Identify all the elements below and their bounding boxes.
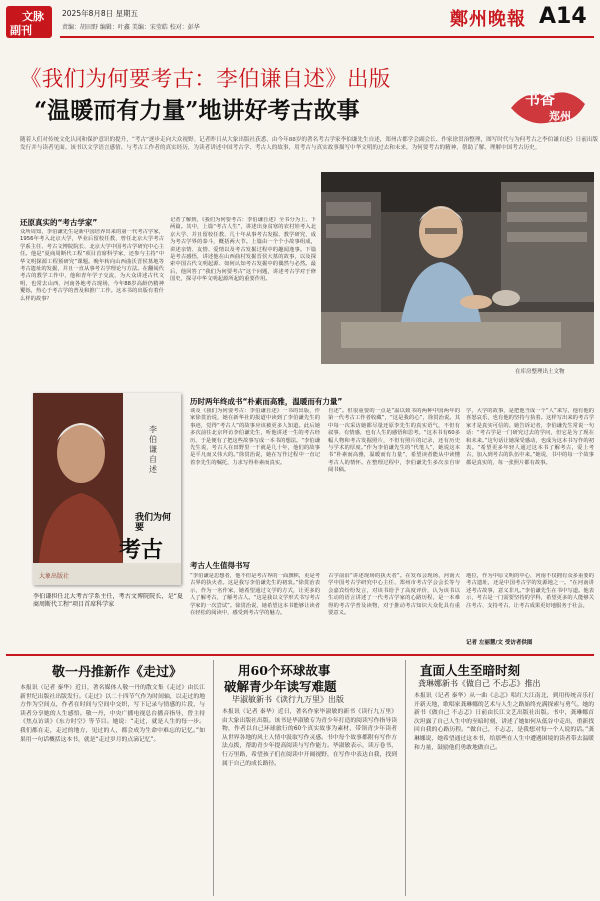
- section2-col2: 自述”。但很重要的一点是“温以致书的两种中国两年的第一代考古工作者收藏”，“这是我的心”，徐贯治说。其中每一次采访她都尽量还原李先生的真实语气，不但有叙事、有情感，也有人生的感悟和思考。“这本书有60多幅人物和考古发掘照片，不但有照片的记录，还有历史与学术的厚度。”作为李伯谦先生的“代笔人”，她说这本书“朴素而高雅，温暖而有力量”，希望读者能从中读懂考古人的情怀。在整理过程中，李伯谦先生多次亲自审阅书稿。: [328, 408, 460, 474]
- main-title: 《我们为何要考古：李伯谦自述》出版: [20, 67, 391, 92]
- stamp-top: 书香: [525, 90, 556, 108]
- bottom1-title: 敬一丹推新作《走过》: [52, 665, 183, 680]
- paper-name: 鄭州晚報: [450, 9, 526, 30]
- bottom2-body: 本报讯（记者 秦华）近日，著名作家毕淑敏的新书《读行九万里》由大象出版社出版。该书是毕淑敏专为青少年打造的阅读写作指导读物，作者以自己环球旅行的60个真实故事为素材，带领青少年读者从世界各地的风土人情中汲取写作灵感。书中每个故事都附有写作方法点拨，帮助青少年提高阅读与写作能力。毕淑敏表示，读万卷书，行万里路，希望孩子们在阅读中开阔视野，在写作中表达自我，找到属于自己的成长路径。: [222, 709, 397, 767]
- bottom3-body: 本报讯（记者 秦华）从一曲《忐忑》唱红大江南北，到用传统音乐打开新天地，歌唱家龚琳娜的艺术与人生之路始终充满探索与勇气。她的新书《做自己 不忐忑》日前由长江文艺出版社出版。书中，龚琳娜首次坦露了自己人生中的至暗时刻，讲述了她如何从低谷中走出，重新找回自我的心路历程。“做自己，不忐忑，是我想对每一个人说的话。”龚琳娜说，她希望通过这本书，给那些在人生中遭遇困境的读者带去温暖和力量，鼓励他们勇敢地做自己。: [414, 693, 594, 751]
- section1-heading: 还原真实的“考古学家”: [20, 218, 98, 227]
- bottom2-subtitle: 破解青少年读写难题: [224, 679, 337, 694]
- section1-col1: 众所周知，李伯谦先生是新中国培养出来的第一代考古学家，1956年考入北京大学，毕业后留校任教，曾任北京大学考古学系主任、考古文博院院长、北京大学中国考古学研究中心主任。他是“夏商周断代工程”项目首席科学家，还参与主持“中华文明探源工程预研究”课题。晚年转向山西曲沃晋侯墓地等考古遗址的发掘，并且一直从事考古学理论与方法。在翻阅代考古的教学工作中，他和青年学子交流，为大众讲述古代文明，也常去山西、河南各地考古现场，今年88岁高龄仍精神矍铄，热心于考古学的普及和推广工作。这本书的出版有着什么样的故事？: [20, 229, 164, 302]
- section3-col1: “李伯谦是思想者，他不但是考古界的一面旗帜，更是考古界的执火者。这是我写李伯谦先生的初衷。”徐贯治表示，作为一名作家，她希望通过文学的方式，让更多的人了解考古，了解考古人。“这是我以文学形式书写考古学家的一次尝试”。徐贯治说，她希望这本书能够让读者在轻松的阅读中，感受到考古学的魅力。: [190, 573, 320, 617]
- shuxiang-stamp: [505, 82, 591, 130]
- bottom-divider-1: [213, 660, 214, 896]
- section3-heading: 考古人生值得书写: [190, 561, 250, 570]
- main-subtitle: “温暖而有力量”地讲好考古故事: [34, 97, 360, 124]
- page-number: A14: [539, 4, 587, 29]
- bottom3-subtitle: 龚琳娜新书《做自己 不忐忑》推出: [418, 679, 541, 688]
- bottom1-body: 本报讯（记者 秦华）近日，著名媒体人敬一丹的散文集《走过》由长江新世纪出版社出版发行。《走过》以二十四节气作为时间轴，以走过的地方作为空间点，作者在时间与空间中交织，写下记录与情感的片段，与读者分享她的人生感悟。敬一丹，中央广播电视总台播音指导，曾主持《焦点访谈》《东方时空》等节目。她说：“走过，就是人生的每一步。我们都在走，走过的地方，见过的人，都会成为生命中难忘的记忆。”如果用一句话概括这本书，就是“走过岁月的点滴记忆”。: [20, 685, 205, 743]
- book-cover: [33, 393, 181, 585]
- section1-col2: 记者了解到，《我们为何要考古：李伯谦自述》全书分为上、下两篇。其中，上篇“考古人生”，讲述出身贫寒的农村娃考入北京大学、并且留校任教、几十年从事考古发掘、教学研究、成为考古学界的泰斗，概括两大节。上篇由一个个小故事组成，讲述亲情、友情、爱情以及考古发掘过程中的趣闻逸事。下篇是考古感悟，讲述他在山西曲村发掘晋侯大墓的故事，以及探索中国古代文明起源、如何认知考古发掘中的偶然与必然。最后，他回答了“我们为何要考古”这个问题，讲述考古学对于修国史，探寻中华文明起源所起的重要作用。: [170, 217, 316, 283]
- bottom2-title: 用60个环球故事: [238, 663, 331, 678]
- header-rule: [60, 36, 594, 38]
- section2-col3: 学，大学的故事，是把他当成一个“人”来写，他有他的喜怒哀乐，也有他的坚持与执着。这样写出来的考古学家才是真实可信的。她告诉记者，李伯谦先生常说一句话：“考古学是一门研究过去的学问，但它是为了现在和未来。”这句话让她深受感动，也成为这本书写作的初衷。“希望更多年轻人通过这本书了解考古，爱上考古，加入到考古的队伍中来。”她说，书中的每一个故事都是真实的，每一张照片都有故事。: [466, 408, 594, 466]
- bottom-divider-2: [405, 660, 406, 896]
- section3-col3: 地位，作为中原文明的中心，河南不仅拥有众多重要的考古遗址，还是中国考古学的发源地之一。“在河南讲述考古故事，意义非凡。”李伯谦先生在书中写道。他表示，考古是一门需要坚持的学科，希望更多的人能够关注考古、支持考古，让考古成果更好地服务于社会。: [466, 573, 594, 609]
- badge-line1: 文脉: [22, 10, 44, 23]
- cover-title-line2: 考古: [119, 537, 164, 563]
- photo1-caption: 在库房整理出土文物: [515, 369, 565, 375]
- badge-line2: 副刊: [10, 24, 32, 37]
- cover-author-vertical: 李伯谦自述: [149, 425, 157, 474]
- section3-col2: 古学前沿“讲述现场的执火者”。在发布会现场，河南大学中国考古学研究中心主任、郑州市考古学会会长等与会嘉宾纷纷发言，对该书给予了高度评价，认为该书以生动的语言讲述了一代考古学家的心路历程，是一本难得的考古学普及读物，对于推动考古知识大众化具有重要意义。: [328, 573, 460, 617]
- cover-publisher: 大象出版社: [39, 573, 70, 580]
- photo-archaeologist-image: [321, 172, 594, 364]
- photo-archaeologist: [321, 172, 594, 364]
- section2-col1: 谈及《我们为何要考古：李伯谦自述》一书的出版，作家徐贯治说，她在新华社的报道中读到了李伯谦先生的事迹，觉得“考古人”的故事应该被更多人知道。此后她多次前往北京拜访李伯谦先生，听他讲述一生的考古经历，于是便有了把这些故事写成一本书的想法。“李伯谦先生说，考古人在田野里一干就是几十年，他们的故事是平凡而又伟大的。”徐贯治说，她在写作过程中一直记着李先生的嘱托，力求写得朴素而真实。: [190, 408, 320, 466]
- bottom3-title: 直面人生至暗时刻: [420, 663, 521, 678]
- section2-heading: 历时两年终成书“朴素而高雅，温暖而有力量”: [190, 397, 343, 406]
- stamp-bottom: 郑州: [549, 110, 571, 123]
- editor-credits: 责编：胡田野 编辑：叶鑫 美编：宋莹皓 校对：彭华: [62, 24, 200, 31]
- bottom-rule: [6, 654, 594, 656]
- section-badge: [6, 6, 52, 38]
- cover-caption: 李伯谦担任北大考古学系主任，考古文博院院长，是“夏商周断代工程”项目首席科学家: [33, 593, 183, 609]
- issue-date: 2025年8月8日 星期五: [62, 9, 139, 18]
- bottom2-subtitle2: 毕淑敏新书《读行九万里》出版: [232, 695, 344, 704]
- reporter-credit: 记者 左丽慧/文 受访者供图: [466, 640, 533, 646]
- lead-paragraph: 随着人们对传统文化认同和保护意识的提升，“考古”逐步走向大众视野。记者昨日从大象出版社获悉，由今年88岁的著名考古学家李伯谦先生自述，郑州古都学会副会长、作家徐贯治整理，图写时代与为何考古之李伯谦自述》日前出版发行并与读者见面。该书以文学语言感情、与考古工作者的真实经历，为读者讲述中国考古学、考古人的故事，用考古与真实故事描写中华文明的过去和未来，为何要考古的精神，帮助了解、理解中国考古历史。: [20, 137, 598, 151]
- cover-title-line1: 我们为何要: [135, 513, 172, 533]
